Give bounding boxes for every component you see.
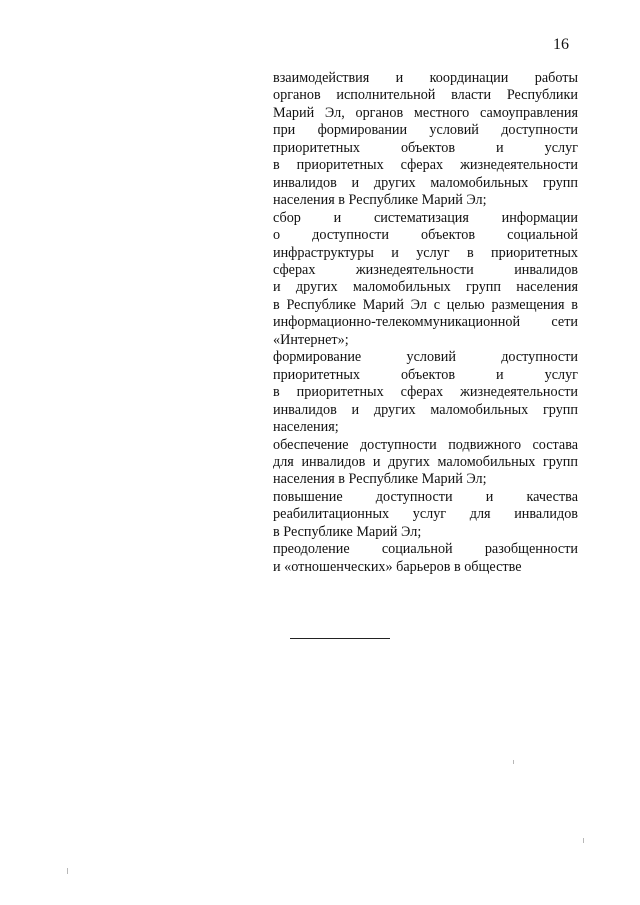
text-line: населения; [273, 419, 339, 436]
text-line: сбор и систематизация информации [273, 209, 578, 226]
text-line: приоритетных объектов и услуг [273, 139, 578, 156]
page-number: 16 [553, 36, 569, 53]
text-line: инфраструктуры и услуг в приоритетных [273, 244, 578, 261]
end-separator-line [290, 638, 390, 639]
text-line: инвалидов и других маломобильных групп [273, 174, 578, 191]
text-line: взаимодействия и координации работы [273, 70, 578, 86]
text-line: и «отношенческих» барьеров в обществе [273, 558, 522, 575]
scan-artifact [513, 760, 514, 764]
text-line: сферах жизнедеятельности инвалидов [273, 261, 578, 278]
text-line: о доступности объектов социальной [273, 227, 578, 244]
text-line: в Республике Марий Эл; [273, 523, 422, 540]
text-line: «Интернет»; [273, 331, 349, 348]
text-line: инвалидов и других маломобильных групп [273, 401, 578, 418]
text-line: в Республике Марий Эл с целью размещения в [273, 296, 578, 313]
text-line: населения в Республике Марий Эл; [273, 471, 487, 488]
text-line: при формировании условий доступности [273, 122, 578, 139]
text-line: населения в Республике Марий Эл; [273, 192, 487, 209]
scan-artifact [67, 868, 68, 874]
text-line: в приоритетных сферах жизнедеятельности [273, 384, 578, 401]
scan-artifact [583, 838, 584, 843]
text-line: приоритетных объектов и услуг [273, 366, 578, 383]
text-line: информационно-телекоммуникационной сети [273, 314, 578, 331]
document-body [273, 70, 578, 576]
text-line: обеспечение доступности подвижного состава [273, 436, 578, 453]
text-line: повышение доступности и качества [273, 488, 578, 505]
text-line: для инвалидов и других маломобильных групп [273, 453, 578, 470]
text-line: формирование условий доступности [273, 349, 578, 366]
text-line: Марий Эл, органов местного самоуправления [273, 104, 578, 121]
text-line: реабилитационных услуг для инвалидов [273, 506, 578, 523]
text-line: преодоление социальной разобщенности [273, 541, 578, 558]
text-line: органов исполнительной власти Республики [273, 87, 578, 104]
text-line: в приоритетных сферах жизнедеятельности [273, 157, 578, 174]
text-line: и других маломобильных групп населения [273, 279, 578, 296]
